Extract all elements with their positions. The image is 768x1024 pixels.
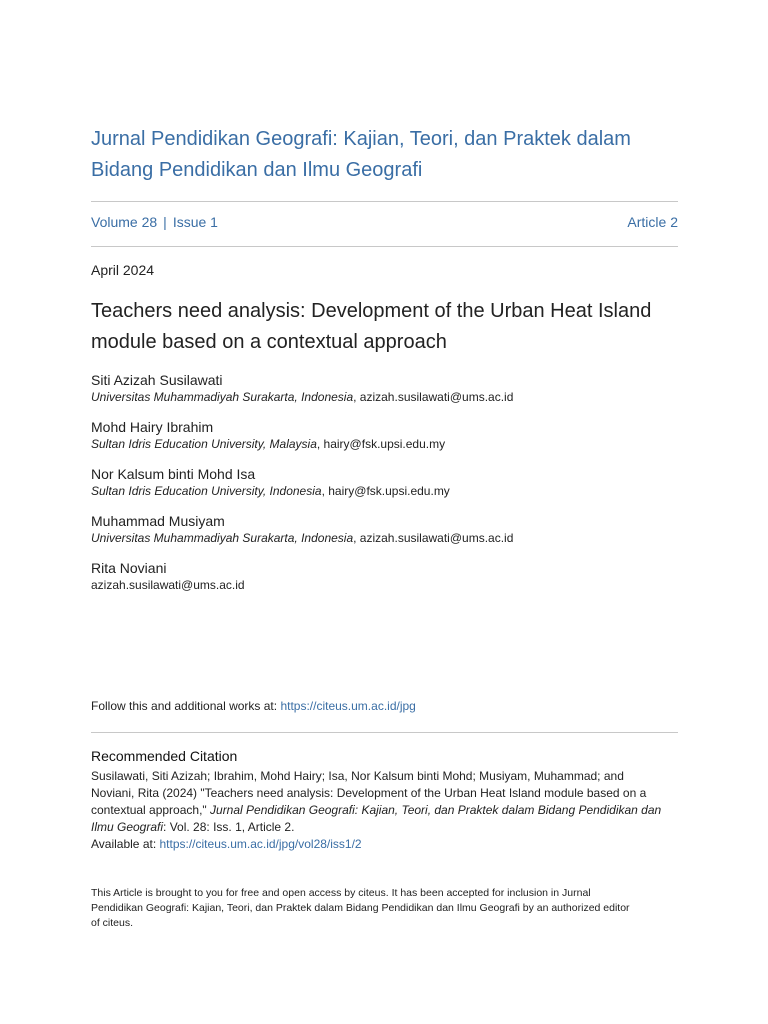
citation-line-1: Susilawati, Siti Azizah; Ibrahim, Mohd Hairy; Isa, Nor Kalsum binti Mohd; Musiyam, Muhammad; and (91, 769, 624, 783)
divider-citation (91, 732, 678, 733)
author-name: Nor Kalsum binti Mohd Isa (91, 466, 256, 482)
author-affiliation: Universitas Muhammadiyah Surakarta, Indonesia (91, 390, 354, 404)
article-link[interactable]: Article 2 (627, 214, 678, 230)
author-name: Rita Noviani (91, 560, 167, 576)
author-affiliation: Sultan Idris Education University, Malaysia (91, 437, 317, 451)
divider-top (91, 201, 678, 202)
issue-separator: | (163, 214, 167, 230)
author-entry (91, 560, 678, 594)
recommended-citation (91, 768, 681, 853)
author-entry: Siti Azizah Susilawati Universitas Muhammadiyah Surakarta, Indonesia, azizah.susilawati@ums.ac.id (91, 372, 678, 406)
author-email: azizah.susilawati@ums.ac.id (91, 578, 245, 592)
access-notice-line-2: Pendidikan Geografi: Kajian, Teori, dan Praktek dalam Bidang Pendidikan dan Ilmu Geografi by an authorized editor (91, 902, 630, 914)
citation-volume: : Vol. 28: Iss. 1, Article 2. (163, 820, 295, 834)
access-notice-line-3: of citeus. (91, 917, 134, 929)
author-list (91, 372, 678, 607)
author-affiliation: Universitas Muhammadiyah Surakarta, Indonesia (91, 531, 354, 545)
article-title-line-2: module based on a contextual approach (91, 331, 447, 353)
author-email: azizah.susilawati@ums.ac.id (359, 390, 514, 404)
issue-link[interactable]: Issue 1 (172, 214, 218, 230)
author-name: Mohd Hairy Ibrahim (91, 419, 214, 435)
citation-line-2: Noviani, Rita (2024) "Teachers need analysis: Development of the Urban Heat Island module based on a (91, 786, 647, 800)
author-email: hairy@fsk.upsi.edu.my (328, 484, 450, 498)
article-title-line-1: Teachers need analysis: Development of the Urban Heat Island (91, 300, 652, 322)
follow-text: Follow this and additional works at: (91, 699, 281, 713)
citation-journal-italic-2: Ilmu Geografi (91, 820, 164, 834)
available-label: Available at: (91, 837, 160, 851)
issue-bar (91, 213, 678, 231)
journal-title-line-1[interactable]: Jurnal Pendidikan Geografi: Kajian, Teori, dan Praktek dalam (91, 128, 631, 150)
divider-issue (91, 246, 678, 247)
available-link[interactable]: https://citeus.um.ac.id/jpg/vol28/iss1/2 (159, 837, 362, 851)
citation-line-3: contextual approach," (91, 803, 211, 817)
citation-journal-italic: Jurnal Pendidikan Geografi: Kajian, Teori, dan Praktek dalam Bidang Pendidikan dan (210, 803, 662, 817)
author-entry: Muhammad Musiyam Universitas Muhammadiyah Surakarta, Indonesia, azizah.susilawati@ums.ac.id (91, 513, 678, 547)
article-title (91, 296, 678, 358)
access-notice-line-1: This Article is brought to you for free and open access by citeus. It has been accepted for inclusion in Jurnal (91, 887, 591, 899)
access-notice (91, 886, 671, 931)
journal-title-line-2[interactable]: Bidang Pendidikan dan Ilmu Geografi (91, 159, 423, 181)
author-affiliation: Sultan Idris Education University, Indonesia (91, 484, 322, 498)
recommended-citation-heading: Recommended Citation (91, 748, 238, 764)
journal-title-link[interactable] (91, 124, 678, 186)
author-email: azizah.susilawati@ums.ac.id (359, 531, 514, 545)
author-entry: Nor Kalsum binti Mohd Isa Sultan Idris Education University, Indonesia, hairy@fsk.upsi.edu.my (91, 466, 678, 500)
follow-link[interactable]: https://citeus.um.ac.id/jpg (280, 699, 416, 713)
volume-link[interactable]: Volume 28 (91, 214, 158, 230)
author-entry: Mohd Hairy Ibrahim Sultan Idris Education University, Malaysia, hairy@fsk.upsi.edu.my (91, 419, 678, 453)
publication-date: April 2024 (91, 262, 155, 278)
author-email: hairy@fsk.upsi.edu.my (323, 437, 446, 451)
author-name: Siti Azizah Susilawati (91, 372, 223, 388)
follow-line (91, 699, 416, 713)
author-name: Muhammad Musiyam (91, 513, 225, 529)
